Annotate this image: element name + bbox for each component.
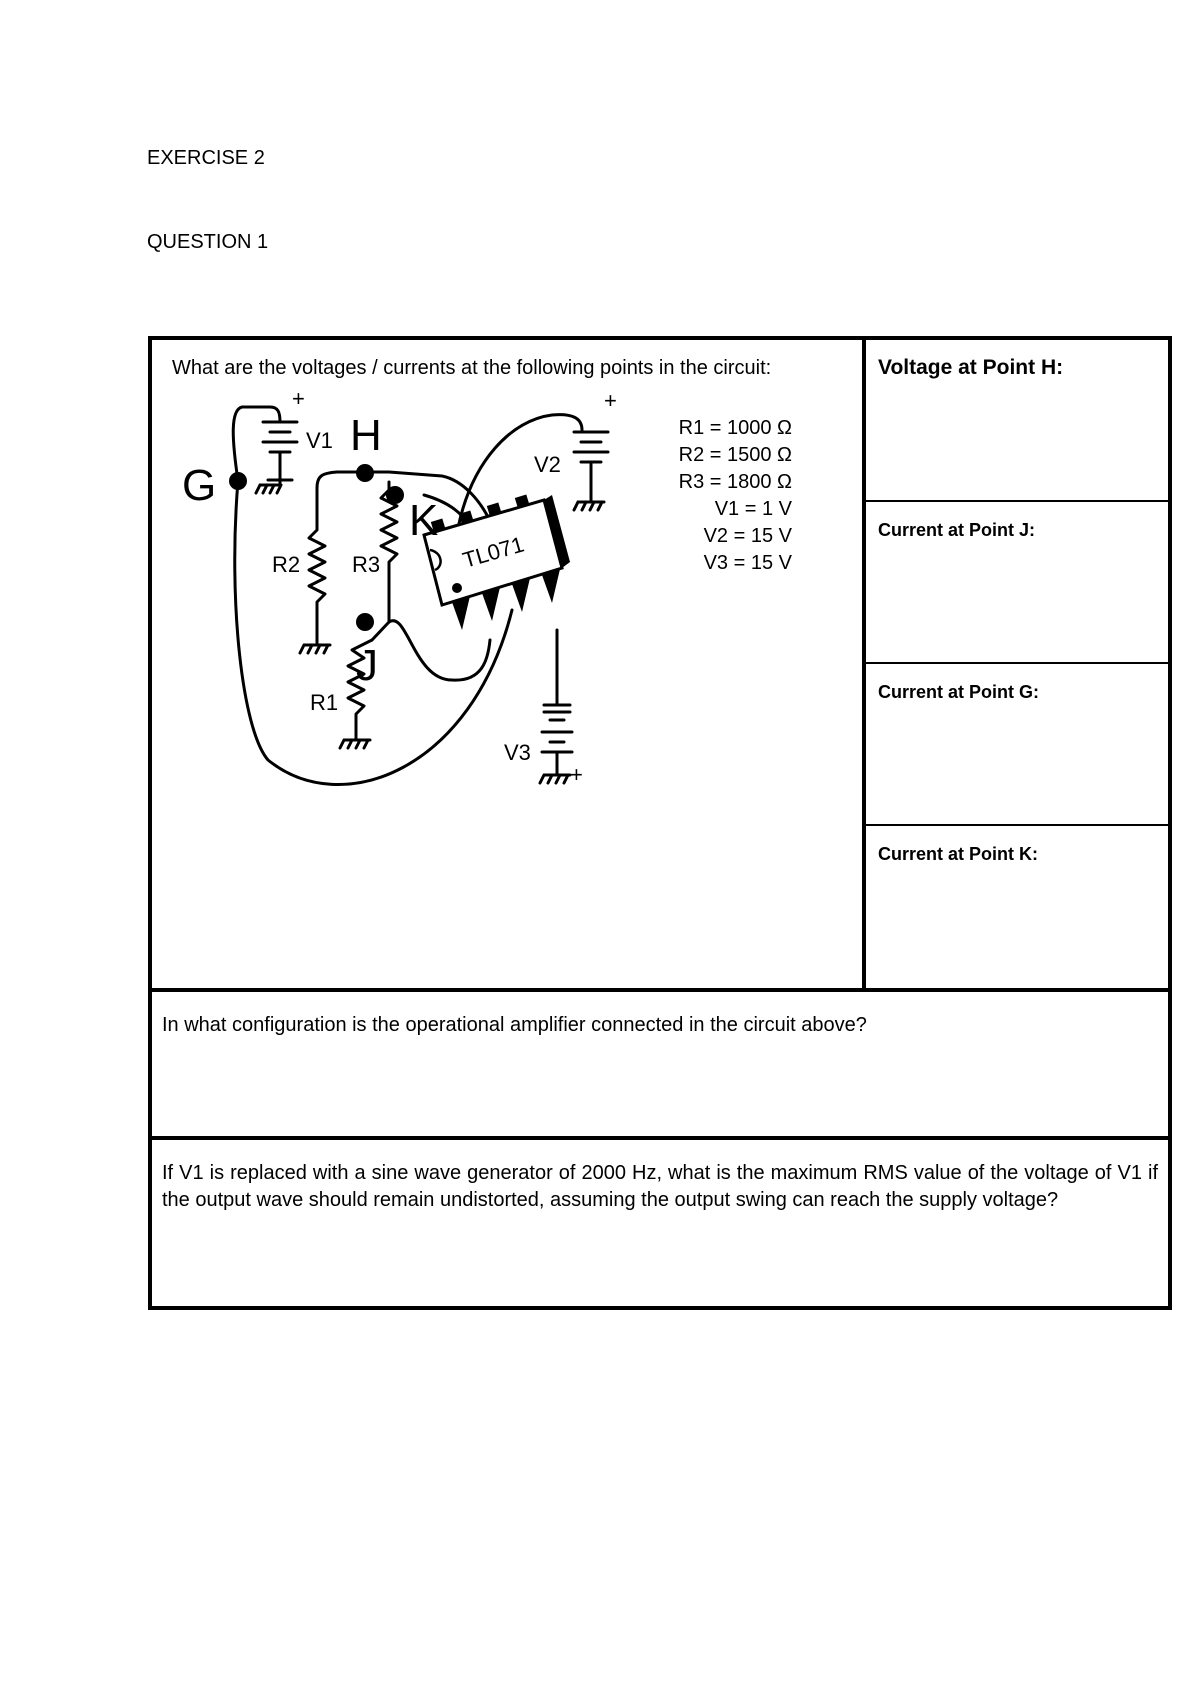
chip-tl071 [424,494,570,630]
value-v2: V2 = 15 V [703,525,792,547]
battery-v1 [263,422,297,480]
answer-label-h: Voltage at Point H: [878,356,1064,379]
circuit-diagram [152,340,862,988]
source-v2-label: V2 [534,452,561,477]
worksheet-table [148,336,1172,1310]
rms-question-cell[interactable] [152,1140,1168,1306]
value-v1: V1 = 1 V [714,498,792,520]
wire-g-v1 [233,407,280,481]
point-h-dot [356,464,374,482]
ground-v3 [540,775,570,783]
point-j-label: J [356,641,378,690]
v3-plus: + [570,762,583,787]
answer-label-j: Current at Point J: [878,520,1036,540]
question-heading: QUESTION 1 [147,231,269,253]
v1-plus: + [292,386,305,411]
ground-v1 [256,480,281,493]
resistor-r2-label: R2 [272,552,301,577]
resistor-r1-label: R1 [310,690,339,715]
wire-j-chip [389,621,490,681]
answer-label-g: Current at Point G: [878,682,1039,702]
answer-column [866,340,1168,988]
point-k-label: K [409,496,439,545]
resistor-r3-label: R3 [352,552,381,577]
point-j-dot [356,613,374,631]
v2-plus: + [604,388,617,413]
battery-v2 [574,432,608,502]
exercise-heading: EXERCISE 2 [147,147,265,169]
point-k-dot [386,486,404,504]
point-g-label: G [182,461,217,510]
source-v3-label: V3 [504,740,531,765]
ground-r1 [340,740,370,748]
point-g-dot [229,472,247,490]
value-r1: R1 = 1000 Ω [678,417,792,439]
value-r2: R2 = 1500 Ω [678,444,792,466]
config-question-cell[interactable] [152,988,1168,1140]
point-h-label: H [350,411,382,460]
circuit-cell [152,340,866,988]
rms-question: If V1 is replaced with a sine wave generator of 2000 Hz, what is the maximum RMS value of the voltage of V1 if the output wave should remain undistorted, assuming the output swing can reach the supply voltage? [162,1162,1158,1211]
resistor-r2 [309,520,325,645]
circuit-prompt: What are the voltages / currents at the following points in the circuit: [172,357,772,379]
source-v1-label: V1 [306,428,333,453]
answer-box-h[interactable] [866,340,1168,502]
answer-box-k[interactable] [866,826,1168,988]
answer-label-k: Current at Point K: [878,844,1038,864]
value-r3: R3 = 1800 Ω [678,471,792,493]
value-v3: V3 = 15 V [703,552,792,574]
battery-v3 [542,705,572,775]
ground-r2 [300,645,330,653]
wire-j-r1 [372,622,389,640]
config-question: In what configuration is the operational amplifier connected in the circuit above? [162,1014,867,1036]
chip-label: TL071 [459,531,527,573]
answer-box-g[interactable] [866,664,1168,826]
answer-box-j[interactable] [866,502,1168,664]
